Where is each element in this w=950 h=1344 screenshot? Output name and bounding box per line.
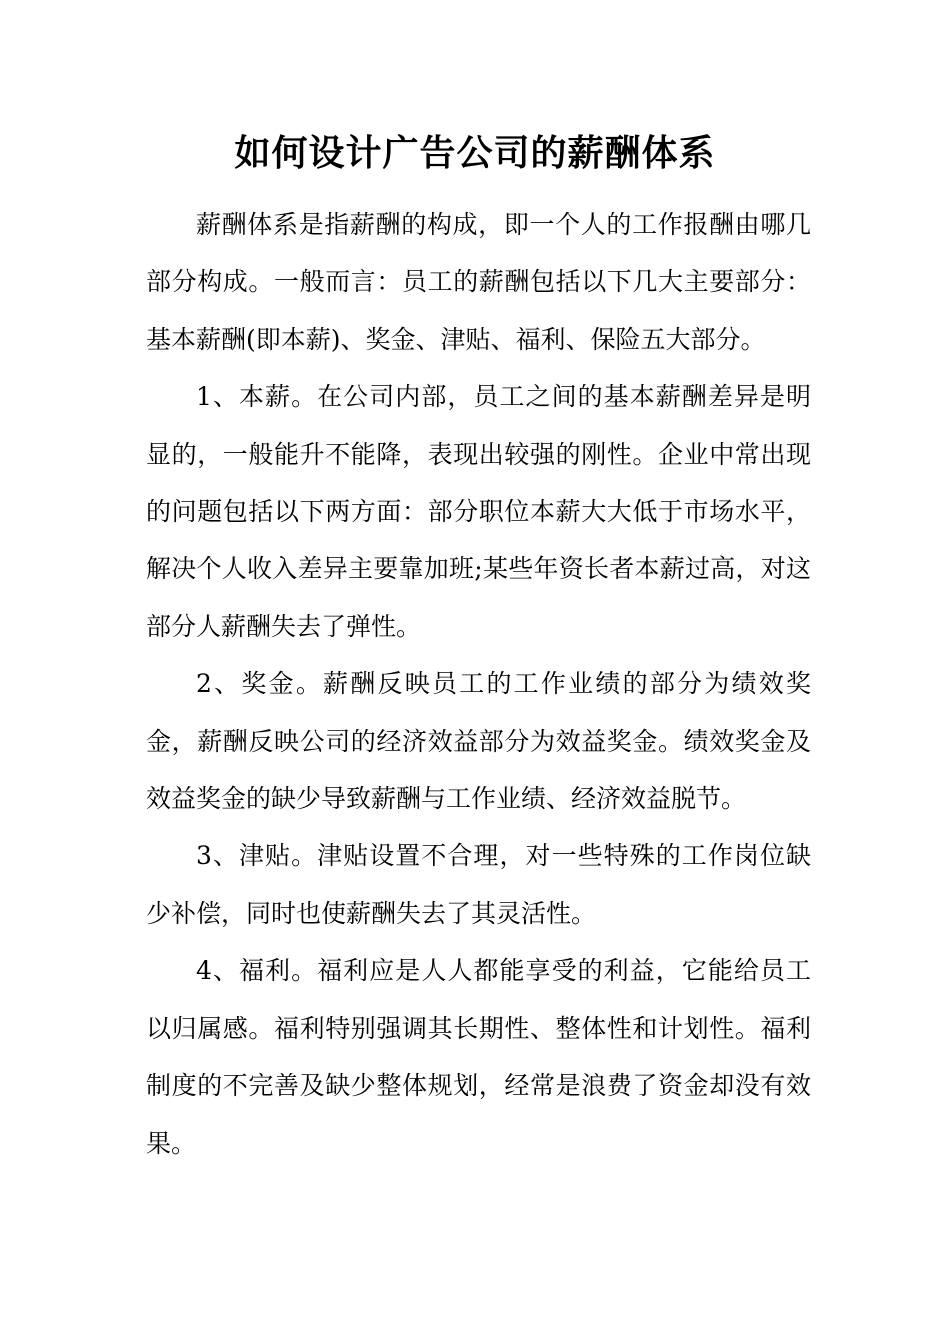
paragraph-allowance: 3、津贴。津贴设置不合理，对一些特殊的工作岗位缺少补偿，同时也使薪酬失去了其灵活性。 — [146, 841, 811, 928]
document-title: 如何设计广告公司的薪酬体系 — [234, 132, 716, 174]
paragraph-intro: 薪酬体系是指薪酬的构成，即一个人的工作报酬由哪几部分构成。一般而言：员工的薪酬包括以下几大主要部分：基本薪酬(即本薪)、奖金、津贴、福利、保险五大部分。 — [146, 210, 811, 354]
paragraph-base-salary: 1、本薪。在公司内部，员工之间的基本薪酬差异是明显的，一般能升不能降，表现出较强的刚性。企业中常出现的问题包括以下两方面：部分职位本薪大大低于市场水平，解决个人收入差异主要靠加班;某些年资长者本薪过高，对这部分人薪酬失去了弹性。 — [146, 382, 811, 641]
document-body — [146, 196, 811, 1172]
paragraph-benefits: 4、福利。福利应是人人都能享受的利益，它能给员工以归属感。福利特别强调其长期性、整体性和计划性。福利制度的不完善及缺少整体规划，经常是浪费了资金却没有效果。 — [146, 956, 811, 1158]
paragraph-bonus: 2、奖金。薪酬反映员工的工作业绩的部分为绩效奖金，薪酬反映公司的经济效益部分为效益奖金。绩效奖金及效益奖金的缺少导致薪酬与工作业绩、经济效益脱节。 — [146, 669, 811, 814]
